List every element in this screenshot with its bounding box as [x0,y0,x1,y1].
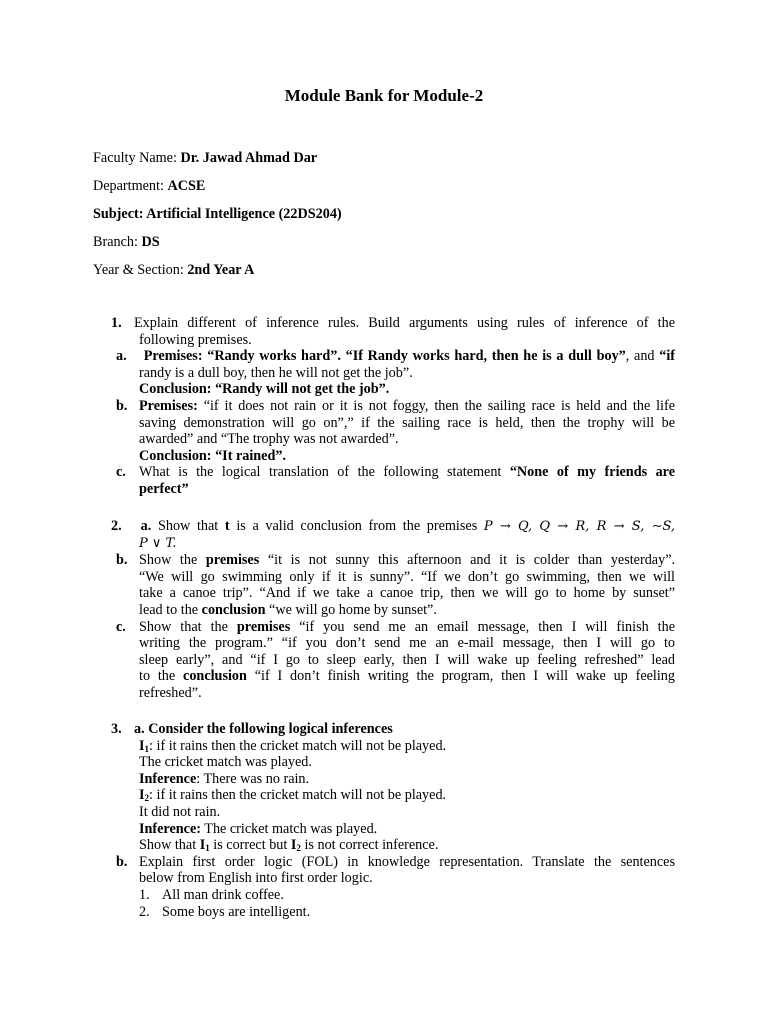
question-text [139,552,675,569]
question-text [139,619,675,636]
question-heading: a. Consider the following logical inferences [134,721,393,737]
variable-t: t [224,518,230,534]
inference-block [139,738,675,854]
question-number: 3. [111,721,122,737]
year-label: Year & Section: [93,262,184,278]
question-text: Explain first order logic (FOL) in knowledge representation. Translate the sentences [139,853,675,870]
inference-subscript: 1 [144,743,150,754]
premises-line [139,398,675,415]
department-value: ACSE [167,178,206,194]
inference-label: Inference: [139,820,201,837]
inference-text: : if it rains then the cricket match will not be played. [149,787,447,804]
premises-line [139,348,675,365]
faculty-label: Faculty Name: [93,150,177,166]
sub-label: a. [140,518,152,534]
inference-text: The cricket match was played. [204,820,378,837]
year-line [93,261,693,279]
inference-label: I [290,837,297,854]
premises-label: Premises: [139,397,198,414]
department-line [93,177,693,195]
question-text [139,602,675,619]
subject-line: Subject: Artificial Intelligence (22DS204) [93,206,342,222]
premise-quote: “If Randy works hard, then he is a dull boy” [345,348,626,365]
list-item [139,904,768,921]
list-text: Some boys are intelligent. [162,903,311,920]
branch-line [93,233,693,251]
question-number: 2. [111,518,122,534]
question-text: writing the program.” “if you don’t send me an e-mail message, then I will go to [139,635,675,652]
inference-2-premise [139,787,675,804]
inference-1-premise [139,738,675,755]
sentence-list [139,887,768,920]
inference-text: is not correct inference. [304,837,439,854]
list-number: 1. [139,886,150,903]
question-text: “we will go home by sunset”. [269,601,437,618]
math-expression: P → Q, Q → R, R → S, ∼S, [483,519,676,534]
list-number: 2. [139,903,150,920]
inference-label: Inference [139,770,197,787]
inference-label: I [199,837,206,854]
question-text: is a valid conclusion from the premises [236,518,478,534]
premise-quote: “Randy works hard”. [207,348,341,365]
department-label: Department: [93,178,164,194]
sub-label: b. [116,397,128,414]
question-text: refreshed”. [139,684,202,701]
faculty-value: Dr. Jawad Ahmad Dar [180,150,318,166]
premise-text: randy is a dull boy, then he will not get the job”. [139,364,413,381]
sub-label: b. [116,552,128,569]
question-text: sleep early”, and “if I go to sleep early, then I will wake up feeling refreshed” lead [139,651,675,668]
question-text: “We will go swimming only if it is sunny”. “If we don’t go swimming, then we will [139,568,675,585]
sub-label: b. [116,853,128,870]
math-expression: P ∨ T. [139,535,177,551]
question-text: Show that [157,518,219,534]
list-item [139,887,768,904]
inference-label: I [139,787,145,804]
quoted-statement: “None of my friends are [509,464,676,481]
sub-label: c. [116,618,126,635]
question-text [139,464,675,481]
premise-text: “if it does not rain or it is not foggy, then the sailing race is held and the life [203,397,676,414]
premises-label: Premises: [143,348,203,365]
question-2 [0,518,768,702]
question-text: below from English into first order logic. [139,870,373,887]
inference-text: It did not rain. [139,803,221,820]
inference-text: The cricket match was played. [139,754,312,771]
question-text: What is the logical translation of the following statement [139,464,502,481]
inference-text: : if it rains then the cricket match will not be played. [149,737,447,754]
inference-1-result [139,771,675,788]
inference-text: Show that [139,837,197,854]
conclusion-word: conclusion [201,601,266,618]
premise-quote: “if [659,348,675,365]
branch-label: Branch: [93,234,138,250]
question-text: “if you send me an email message, then I will finish the [299,618,675,635]
question-text: following premises. [139,331,252,348]
question-text: Explain different of inference rules. Build arguments using rules of inference of the [134,315,675,331]
question-text: to the [139,668,176,685]
premise-text: awarded” and “The trophy was not awarded”. [139,431,399,448]
inference-label: I [139,737,145,754]
question-text: “if I don’t finish writing the program, then I will wake up feeling [254,668,675,685]
question-text: Show that the [139,618,228,635]
inference-2-result [139,821,675,838]
sub-label: a. [116,348,127,365]
question-text [139,668,675,685]
inference-subscript: 1 [205,843,210,854]
premises-word: premises [205,552,260,569]
question-text [134,518,675,536]
premise-text: , and [625,348,655,365]
show-statement [139,837,675,854]
question-number: 1. [111,315,122,331]
question-text: Show the [139,552,198,569]
conclusion-word: conclusion [183,668,247,685]
year-value: 2nd Year A [187,262,255,278]
list-text: All man drink coffee. [162,886,284,903]
question-3 [0,721,768,920]
conclusion-text: Conclusion: “Randy will not get the job”. [139,381,390,398]
question-text: “it is not sunny this afternoon and it is colder than yesterday”. [267,552,676,569]
question-text: lead to the [139,601,199,618]
premises-word: premises [236,618,291,635]
faculty-line [93,149,693,167]
conclusion-text: Conclusion: “It rained”. [139,447,287,464]
question-text: take a canoe trip”. “And if we take a canoe trip, then we will go to home by sunset” [139,585,675,602]
quoted-statement: perfect” [139,480,189,497]
sub-label: c. [116,464,126,481]
inference-subscript: 2 [144,793,150,804]
inference-text: is correct but [213,837,288,854]
branch-value: DS [141,234,160,250]
premise-text: saving demonstration will go on”,” if the sailing race is held, then the trophy will be [139,414,675,431]
inference-text: : There was no rain. [196,770,310,787]
inference-subscript: 2 [296,843,301,854]
page-title: Module Bank for Module-2 [284,86,484,105]
question-1 [0,315,768,498]
